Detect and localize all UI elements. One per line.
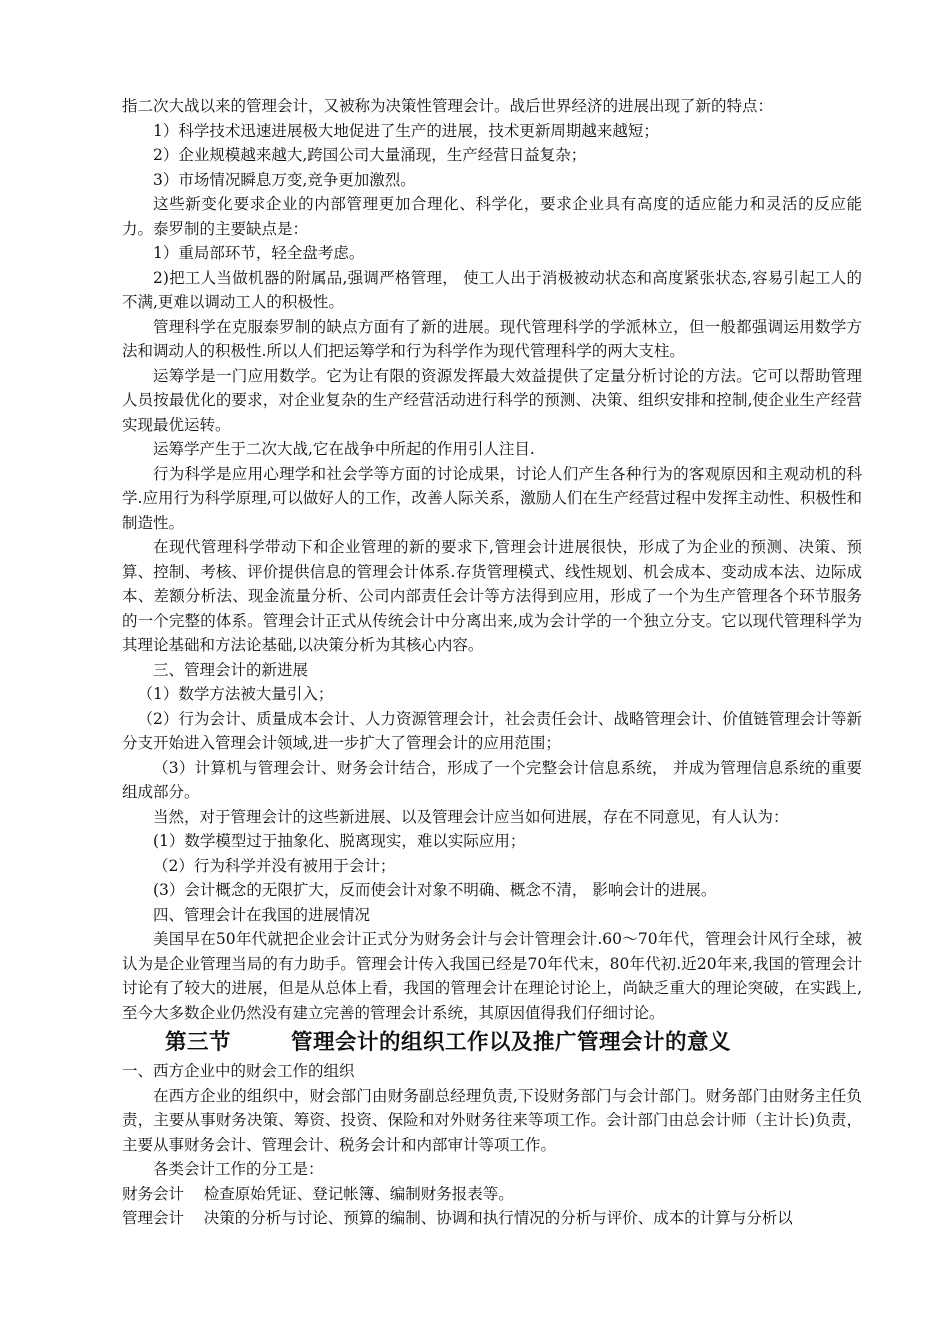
list-item: 1）科学技术迅速进展极大地促进了生产的进展，技术更新周期越来越短； [153,121,659,140]
paragraph: 管理科学在克服泰罗制的缺点方面有了新的进展。现代管理科学的学派林立，但一般都强调运用数学方法和调动人的积极性.所以人们把运筹学和行为科学作为现代管理科学的两大支柱。 [122,317,862,360]
paragraph: 各类会计工作的分工是： [153,1160,324,1178]
list-item: 3）市场情况瞬息万变,竞争更加激烈。 [153,170,416,189]
paragraph: 美国早在50年代就把企业会计正式分为财务会计与会计管理会计.60～70年代，管理会计风行全球，被认为是企业管理当局的有力助手。管理会计传入我国已经是70年代末，80年代初.近20年来,我国的管理会计讨论有了较大的进展，但是从总体上看，我国的管理会计在理论讨论上，尚缺乏重大的理论突破，在实践上,至今大多数企业仍然没有建立完善的管理会计系统，其原因值得我们仔细讨论。 [122,930,862,1022]
paragraph: 在西方企业的组织中，财会部门由财务副总经理负责,下设财务部门与会计部门。财务部门由财务主任负责，主要从事财务决策、筹资、投资、保险和对外财务往来等项工作。会计部门由总会计师（主计长)负责，主要从事财务会计、管理会计、税务会计和内部审计等项工作。 [122,1086,862,1154]
list-item: (1）数学模型过于抽象化、脱离现实，难以实际应用； [153,832,526,850]
paragraph: 指二次大战以来的管理会计，又被称为决策性管理会计。战后世界经济的进展出现了新的特点： [122,97,774,115]
paragraph: 运筹学是一门应用数学。它为让有限的资源发挥最大效益提供了定量分析讨论的方法。它可以帮助管理人员按最优化的要求，对企业复杂的生产经营活动进行科学的预测、决策、组织安排和控制,使企业生产经营实现最优运转。 [122,366,862,434]
list-item: （1）数学方法被大量引入； [137,685,334,703]
subheading: 四、管理会计在我国的进展情况 [153,905,371,924]
section-title: 管理会计的组织工作以及推广管理会计的意义 [291,1030,732,1055]
list-item: 2）企业规模越来越大,跨国公司大量涌现，生产经营日益复杂； [153,146,587,164]
document-page [122,94,862,1231]
subheading: 三、管理会计的新进展 [153,660,309,679]
paragraph: 财务会计 检查原始凭证、登记帐簿、编制财务报表等。 [122,1184,514,1203]
paragraph: 在现代管理科学带动下和企业管理的新的要求下,管理会计进展很快，形成了为企业的预测、决策、预算、控制、考核、评价提供信息的管理会计体系.存货管理模式、线性规划、机会成本、变动成本法、边际成本、差额分析法、现金流量分析、公司内部责任会计等方法得到应用，形成了一个为生产管理各个环节服务的一个完整的体系。管理会计正式从传统会计中分离出来,成为会计学的一个独立分支。它以现代管理科学为其理论基础和方法论基础,以决策分析为其核心内容。 [122,538,862,654]
list-item: （3）计算机与管理会计、财务会计结合，形成了一个完整会计信息系统， 并成为管理信息系统的重要组成部分。 [122,758,862,801]
list-item: 1）重局部环节，轻全盘考虑。 [153,244,365,262]
list-item: (3）会计概念的无限扩大，反而使会计对象不明确、概念不清， 影响会计的进展。 [153,881,717,899]
paragraph: 这些新变化要求企业的内部管理更加合理化、科学化，要求企业具有高度的适应能力和灵活的反应能力。泰罗制的主要缺点是： [122,195,862,238]
paragraph: 当然，对于管理会计的这些新进展、以及管理会计应当如何进展，存在不同意见，有人认为： [153,807,789,826]
list-item: 2)把工人当做机器的附属品,强调严格管理， 使工人出于消极被动状态和高度紧张状态,容易引起工人的不满,更难以调动工人的积极性。 [122,268,862,311]
section-heading [122,1027,862,1059]
section-number: 第三节 [165,1030,232,1055]
paragraph: 行为科学是应用心理学和社会学等方面的讨论成果，讨论人们产生各种行为的客观原因和主观动机的科学.应用行为科学原理,可以做好人的工作，改善人际关系，激励人们在生产经营过程中发挥主动性、积极性和制造性。 [122,464,862,532]
list-item: （2）行为科学并没有被用于会计； [153,856,396,875]
paragraph: 运筹学产生于二次大战,它在战争中所起的作用引人注目. [153,440,535,458]
list-item: （2）行为会计、质量成本会计、人力资源管理会计，社会责任会计、战略管理会计、价值链管理会计等新分支开始进入管理会计领域,进一步扩大了管理会计的应用范围； [122,709,862,752]
subheading: 一、西方企业中的财会工作的组织 [122,1062,355,1080]
paragraph: 管理会计 决策的分析与讨论、预算的编制、协调和执行情况的分析与评价、成本的计算与分析以 [122,1209,793,1227]
